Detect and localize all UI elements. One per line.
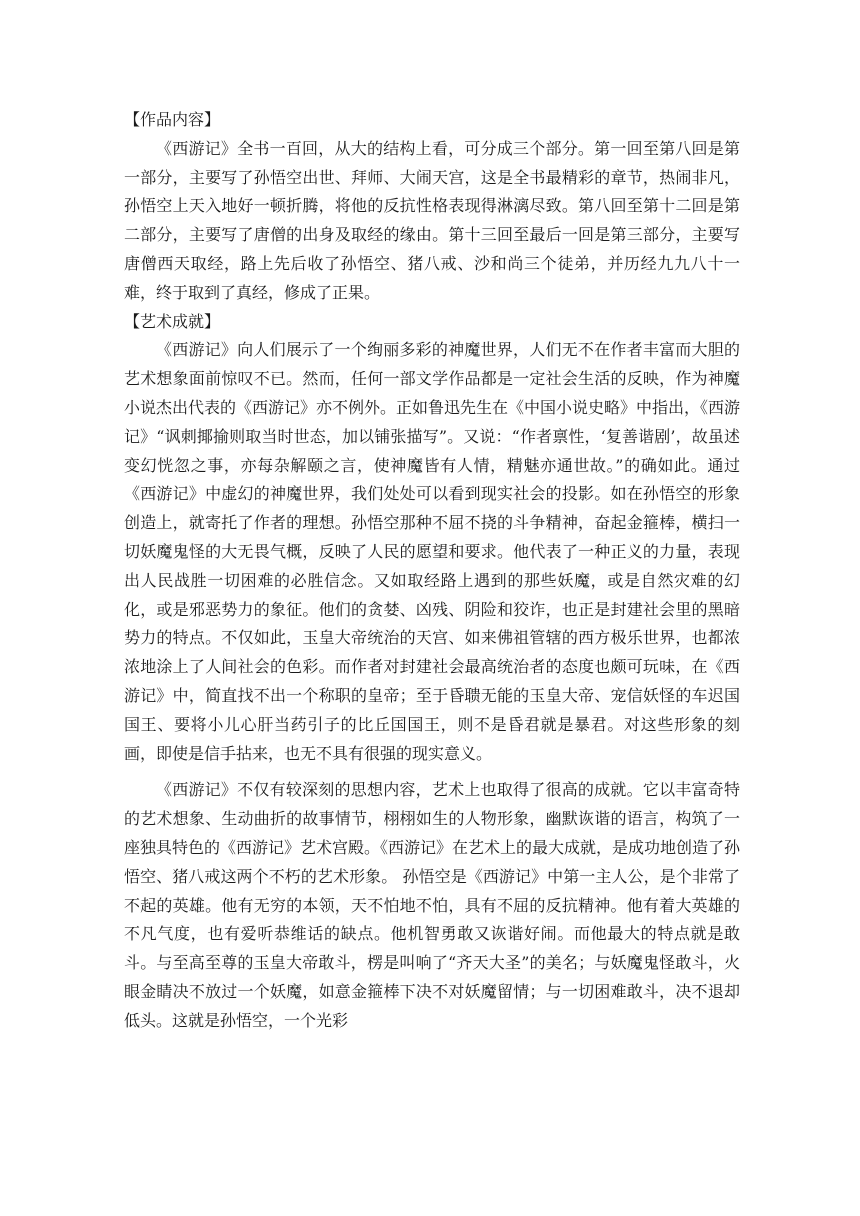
paragraph-content-summary: 《西游记》全书一百回，从大的结构上看，可分成三个部分。第一回至第八回是第一部分，主要写了孙悟空出世、拜师、大闹天宫，这是全书最精彩的章节，热闹非凡，孙悟空上天入地好一顿折腾，将他的反抗性格表现得淋漓尽致。第八回至第十二回是第二部分，主要写了唐僧的出身及取经的缘由。第十三回至最后一回是第三部分，主要写唐僧西天取经，路上先后收了孙悟空、猪八戒、沙和尚三个徒弟，并历经九九八十一难，终于取到了真经，修成了正果。 [124,138,740,302]
section-heading-achievement: 【艺术成就】 [124,311,221,331]
section-heading-content: 【作品内容】 [124,110,221,129]
paragraph-achievement-2: 《西游记》不仅有较深刻的思想内容，艺术上也取得了很高的成就。它以丰富奇特的艺术想象、生动曲折的故事情节，栩栩如生的人物形象，幽默诙谐的语言，构筑了一座独具特色的《西游记》艺术宫殿。《西游记》在艺术上的最大成就，是成功地创造了孙悟空、猪八戒这两个不朽的艺术形象。 孙悟空是《西游记》中第一主人公，是个非常了不起的英雄。他有无穷的本领，天不怕地不怕，具有不屈的反抗精神。他有着大英雄的不凡气度，也有爱听恭维话的缺点。他机智勇敢又诙谐好闹。而他最大的特点就是敢斗。与至高至尊的玉皇大帝敢斗，楞是叫响了“齐天大圣”的美名；与妖魔鬼怪敢斗，火眼金睛决不放过一个妖魔，如意金箍棒下决不对妖魔留情；与一切困难敢斗，决不退却低头。这就是孙悟空，一个光彩 [124,780,741,1030]
document-body [124,106,740,1036]
paragraph-achievement-1: 《西游记》向人们展示了一个绚丽多彩的神魔世界，人们无不在作者丰富而大胆的艺术想象面前惊叹不已。然而，任何一部文学作品都是一定社会生活的反映，作为神魔小说杰出代表的《西游记》亦不例外。正如鲁迅先生在《中国小说史略》中指出，《西游记》“讽刺揶揄则取当时世态，加以铺张描写”。又说：“作者禀性，‘复善谐剧’，故虽述变幻恍忽之事，亦每杂解颐之言，使神魔皆有人情，精魅亦通世故。”的确如此。通过《西游记》中虚幻的神魔世界，我们处处可以看到现实社会的投影。如在孙悟空的形象创造上，就寄托了作者的理想。孙悟空那种不屈不挠的斗争精神，奋起金箍棒，横扫一切妖魔鬼怪的大无畏气概，反映了人民的愿望和要求。他代表了一种正义的力量，表现出人民战胜一切困难的必胜信念。又如取经路上遇到的那些妖魔，或是自然灾难的幻化，或是邪恶势力的象征。他们的贪婪、凶残、阴险和狡诈，也正是封建社会里的黑暗势力的特点。不仅如此，玉皇大帝统治的天宫、如来佛祖管辖的西方极乐世界，也都浓浓地涂上了人间社会的色彩。而作者对封建社会最高统治者的态度也颇可玩味，在《西游记》中，简直找不出一个称职的皇帝；至于昏聩无能的玉皇大帝、宠信妖怪的车迟国国王、要将小儿心肝当药引子的比丘国国王，则不是昏君就是暴君。对这些形象的刻画，即使是信手拈来，也无不具有很强的现实意义。 [124,340,741,763]
